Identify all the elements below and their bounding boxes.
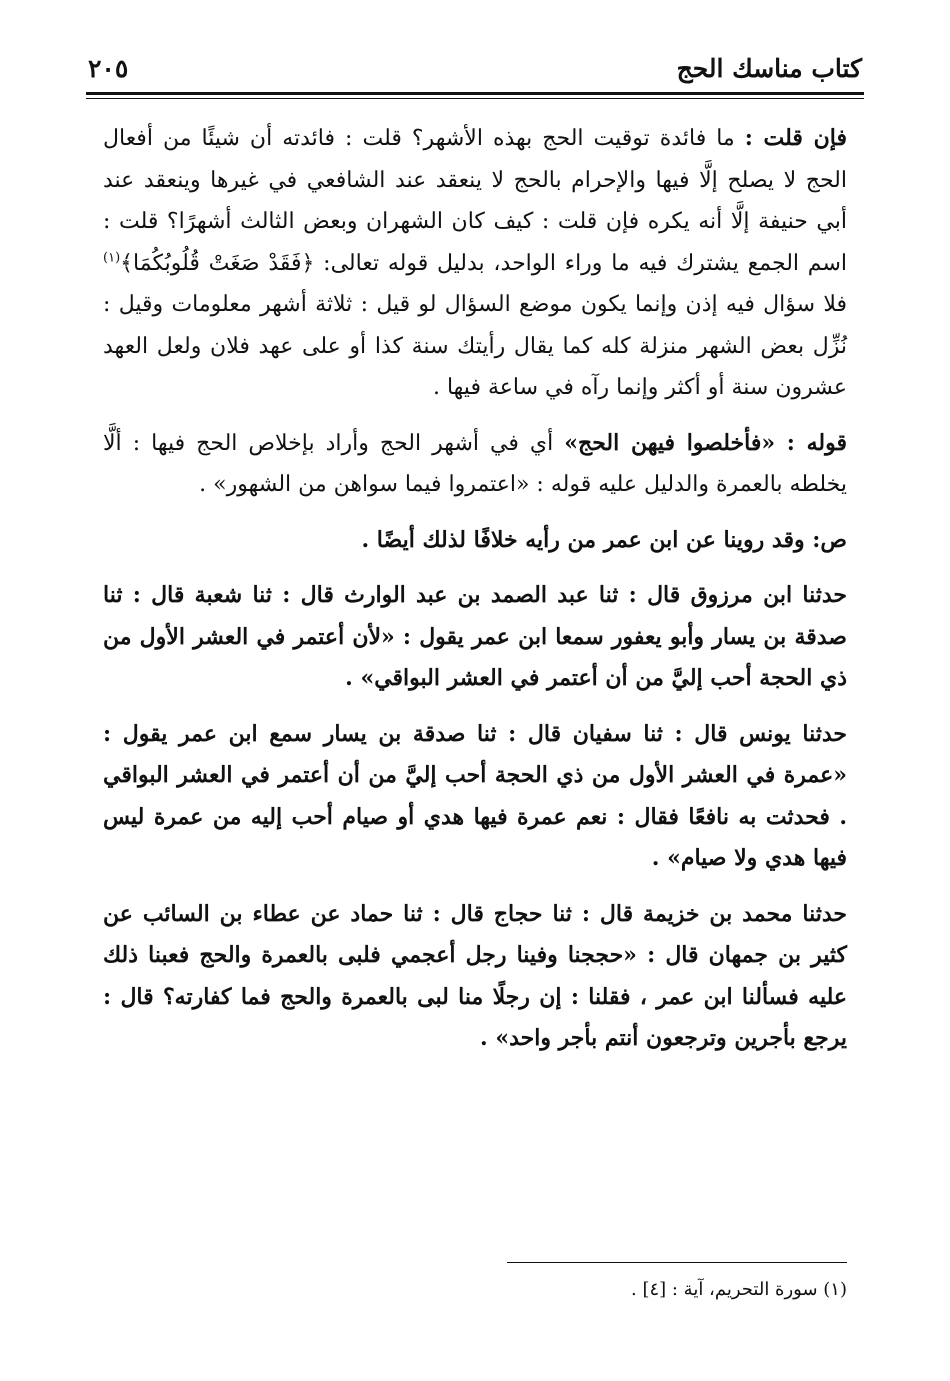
paragraph	[103, 118, 847, 409]
footnote-reference: (١)	[103, 250, 121, 266]
paragraph-lead: قوله : «فأخلصوا فيهن الحج»	[564, 429, 847, 456]
paragraph	[103, 520, 847, 562]
body-text	[103, 118, 847, 1060]
paragraph-text: وقد روينا عن ابن عمر من رأيه خلافًا لذلك أيضًا .	[361, 526, 813, 553]
footnote: (١) سورة التحريم، آية : [٤] .	[631, 1279, 847, 1300]
page-header	[88, 48, 862, 92]
paragraph-text: حدثنا محمد بن خزيمة قال : ثنا حجاج قال : ثنا حماد عن عطاء بن السائب عن كثير بن جمهان قال : «حججنا وفينا رجل أعجمي فلبى بالعمرة والحج فعبنا ذلك عليه فسألنا ابن عمر ، فقلنا : إن رجلًا منا لبى بالعمرة والحج فما كفارته؟ قال : يرجع بأجرين وترجعون أنتم بأجر واحد» .	[103, 900, 847, 1051]
paragraph-lead: فإن قلت :	[744, 125, 847, 151]
paragraph	[103, 423, 847, 506]
paragraph-text: أي في أشهر الحج وأراد بإخلاص الحج فيها : ألَّا يخلطه بالعمرة والدليل عليه قوله : «اعتمروا فيما سواهن من الشهور» .	[103, 430, 847, 497]
header-rule-thin	[86, 98, 864, 99]
footnote-separator	[507, 1262, 847, 1263]
paragraph-text: حدثنا ابن مرزوق قال : ثنا عبد الصمد بن عبد الوارث قال : ثنا شعبة قال : ثنا صدقة بن يسار وأبو يعفور سمعا ابن عمر يقول : «لأن أعتمر في العشر الأول من ذي الحجة أحب إليَّ من أن أعتمر في العشر البواقي» .	[103, 582, 847, 691]
paragraph-text: حدثنا يونس قال : ثنا سفيان قال : ثنا صدقة بن يسار سمع ابن عمر يقول : «عمرة في العشر الأول من ذي الحجة أحب إليَّ من أن أعتمر في العشر البواقي . فحدثت به نافعًا فقال : نعم عمرة فيها هدي أو صيام أحب إليه من عمرة ليس فيها هدي ولا صيام» .	[103, 720, 847, 871]
paragraph	[103, 894, 847, 1060]
paragraph	[103, 714, 847, 880]
header-rule-thick	[86, 92, 864, 95]
paragraph	[103, 575, 847, 700]
paragraph-text-continued: فلا سؤال فيه إذن وإنما يكون موضع السؤال لو قيل : ثلاثة أشهر معلومات وقيل : نُزِّل بعض الشهر منزلة كله كما يقال رأيتك سنة كذا أو على عهد فلان ولعل العهد عشرون سنة أو أكثر وإنما رآه في ساعة فيها .	[103, 292, 847, 400]
paragraph-lead: ص:	[812, 526, 847, 553]
paragraph-text: ما فائدة توقيت الحج بهذه الأشهر؟ قلت : فائدته أن شيئًا من أفعال الحج لا يصلح إلَّا فيها والإحرام بالحج لا ينعقد عند الشافعي في غيرها وينعقد عند أبي حنيفة إلَّا أنه يكره فإن قلت : كيف كان الشهران وبعض الثالث أشهرًا؟ قلت : اسم الجمع يشترك فيه ما وراء الواحد، بدليل قوله تعالى: ﴿فَقَدْ صَغَتْ قُلُوبُكُمَا﴾	[103, 126, 847, 276]
running-title: كتاب مناسك الحج	[676, 54, 862, 83]
page-number: ٢٠٥	[88, 54, 129, 83]
